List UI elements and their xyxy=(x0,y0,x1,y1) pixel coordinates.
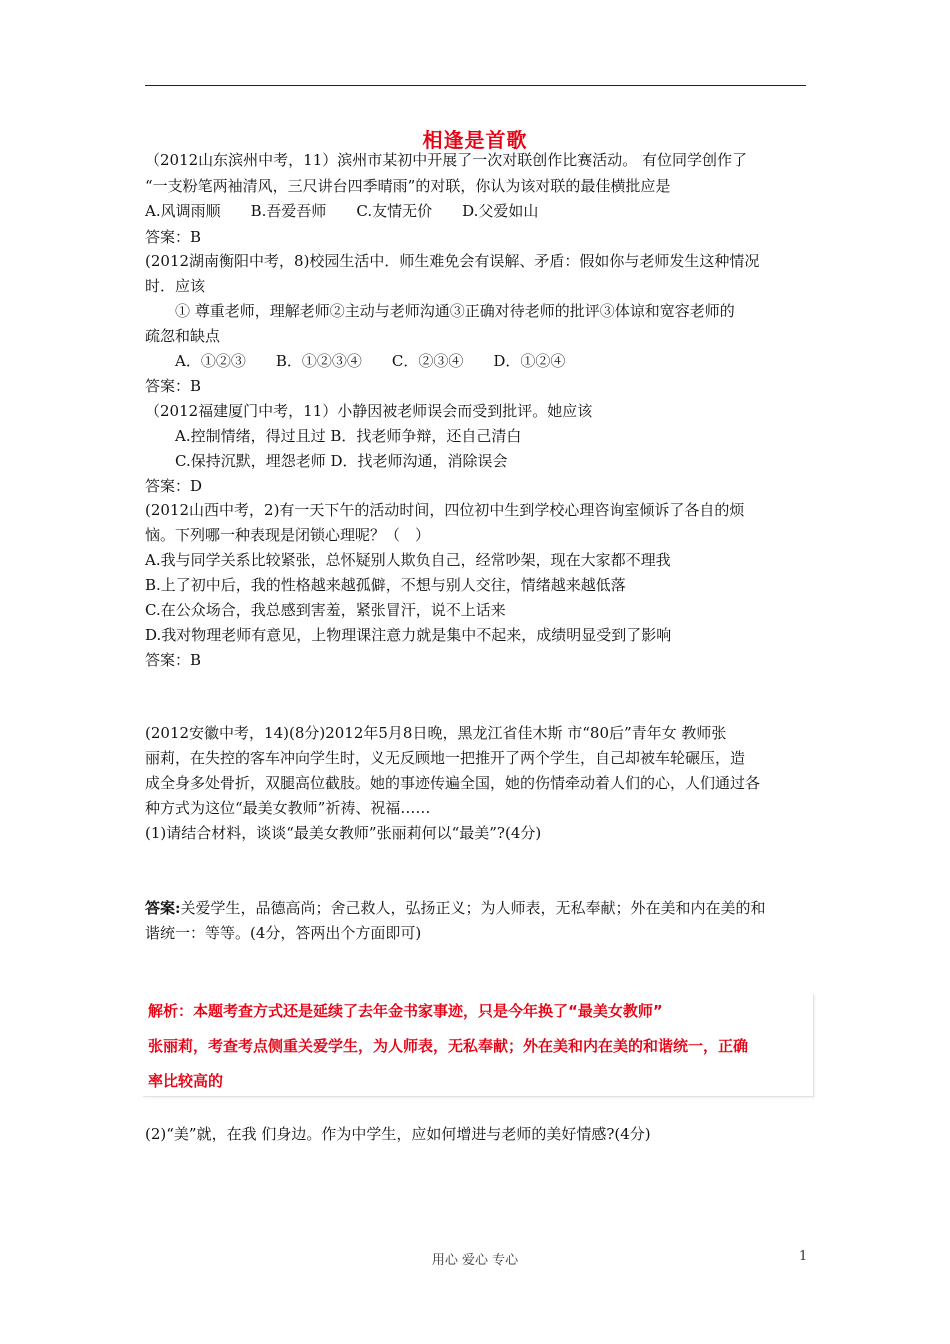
q1-answer: 答案：B xyxy=(145,228,202,246)
q4-line2: 恼。下列哪一种表现是闭锁心理呢？（ ） xyxy=(145,526,431,544)
q5-line3: 成全身多处骨折，双腿高位截肢。她的事迹传遍全国，她的伤情牵动着人们的心，人们通过各 xyxy=(145,774,761,792)
q4-line1: (2012山西中考，2)有一天下午的活动时间，四位初中生到学校心理咨询室倾诉了各自的烦 xyxy=(145,501,745,519)
page-footer: 用心 爱心 专心 xyxy=(431,1253,519,1268)
q3-options-ab: A.控制情绪，得过且过 B．找老师争辩，还自己清白 xyxy=(175,427,522,445)
header-rule xyxy=(145,85,806,86)
page-number: 1 xyxy=(799,1249,808,1264)
q1-options: A.风调雨顺 B.吾爱吾师 C.友情无价 D.父爱如山 xyxy=(145,202,539,220)
page-title: 相逢是首歌 xyxy=(422,128,528,152)
analysis-line3: 率比较高的 xyxy=(148,1072,224,1090)
q5-answer-line1 xyxy=(145,898,766,918)
q5-line4: 种方式为这位“最美女教师”祈祷、祝福…… xyxy=(145,799,431,817)
q2-line2: 时．应该 xyxy=(145,277,206,295)
q5-subquestion-2: (2)“美”就，在我 们身边。作为中学生，应如何增进与老师的美好情感?(4分) xyxy=(145,1125,651,1143)
q2-line1: (2012湖南衡阳中考，8)校园生活中．师生难免会有误解、矛盾：假如你与老师发生这种情况 xyxy=(145,252,760,270)
q4-option-c: C.在公众场合，我总感到害羞，紧张冒汗，说不上话来 xyxy=(145,601,506,619)
answer-text: 关爱学生，品德高尚；舍己救人，弘扬正义；为人师表，无私奉献；外在美和内在美的和 xyxy=(180,899,766,917)
q5-line1: (2012安徽中考，14)(8分)2012年5月8日晚，黑龙江省佳木斯 市“80后”青年女 教师张 xyxy=(145,724,727,742)
q1-line1: （2012山东滨州中考，11）滨州市某初中开展了一次对联创作比赛活动。 有位同学创作了 xyxy=(145,151,748,169)
q2-line4: 疏忽和缺点 xyxy=(145,327,221,345)
q5-answer-line2: 谐统一：等等。(4分，答两出个方面即可) xyxy=(145,924,422,942)
q4-option-d: D.我对物理老师有意见，上物理课注意力就是集中不起来，成绩明显受到了影响 xyxy=(145,626,672,644)
answer-label: 答案: xyxy=(145,899,181,917)
q4-option-b: B.上了初中后，我的性格越来越孤僻，不想与别人交往，情绪越来越低落 xyxy=(145,576,626,594)
q2-answer: 答案：B xyxy=(145,377,202,395)
analysis-line1: 解析：本题考查方式还是延续了去年金书家事迹，只是今年换了“最美女教师” xyxy=(148,1002,663,1020)
analysis-line2: 张丽莉，考查考点侧重关爱学生，为人师表，无私奉献；外在美和内在美的和谐统一，正确 xyxy=(148,1037,749,1055)
q4-option-a: A.我与同学关系比较紧张，总怀疑别人欺负自己，经常吵架，现在大家都不理我 xyxy=(145,551,671,569)
q4-answer: 答案：B xyxy=(145,651,202,669)
q5-line2: 丽莉，在失控的客车冲向学生时，义无反顾地一把推开了两个学生，自己却被车轮碾压，造 xyxy=(145,749,746,767)
q3-answer: 答案：D xyxy=(145,477,203,495)
q1-line2: “一支粉笔两袖清风，三尺讲台四季晴雨”的对联，你认为该对联的最佳横批应是 xyxy=(145,177,671,195)
q2-options: A．①②③ B．①②③④ C．②③④ D．①②④ xyxy=(175,352,566,370)
q5-subquestion-1: (1)请结合材料，谈谈“最美女教师”张丽莉何以“最美”?(4分) xyxy=(145,824,542,842)
q2-line3: ① 尊重老师，理解老师②主动与老师沟通③正确对待老师的批评③体谅和宽容老师的 xyxy=(175,302,735,320)
q3-options-cd: C.保持沉默，埋怨老师 D．找老师沟通，消除误会 xyxy=(175,452,508,470)
q3-line1: （2012福建厦门中考，11）小静因被老师误会而受到批评。她应该 xyxy=(145,402,593,420)
